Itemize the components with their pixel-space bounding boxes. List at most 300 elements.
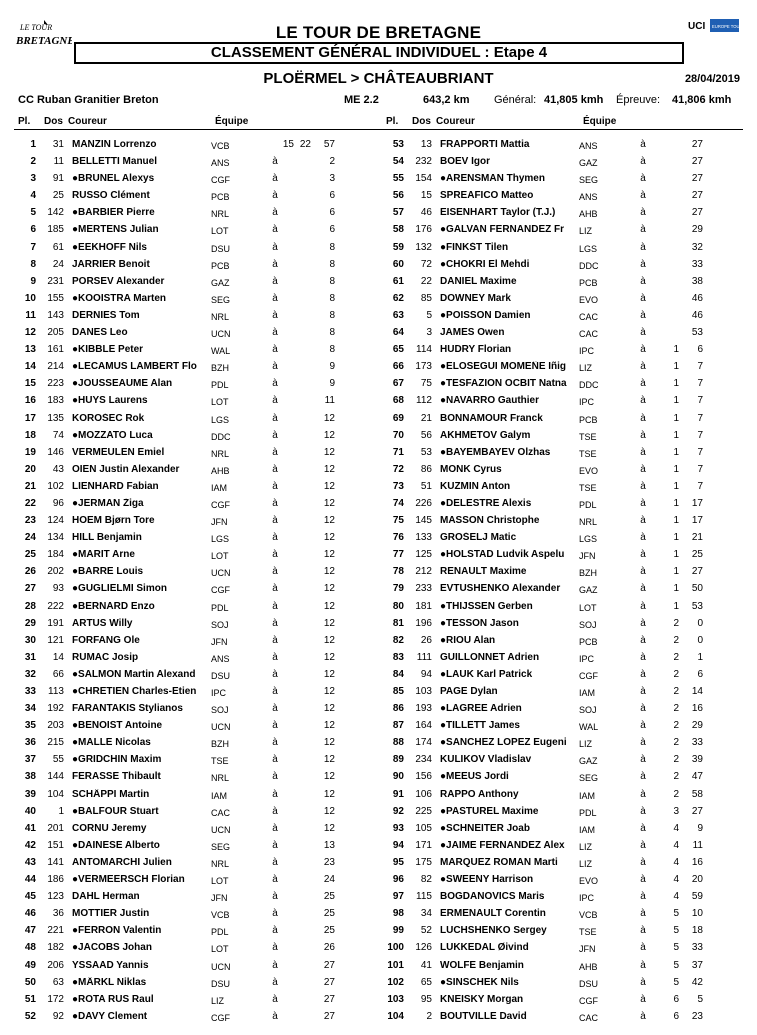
- time-seconds: 5: [697, 993, 703, 1005]
- table-row: [14, 171, 384, 188]
- time-seconds: 27: [323, 1010, 335, 1022]
- time-seconds: 12: [323, 805, 335, 817]
- rider-name: ●KOOISTRA Marten: [72, 292, 167, 304]
- time-minutes: 5: [673, 908, 679, 920]
- rider-rank: 2: [30, 156, 36, 168]
- rider-team: IPC: [579, 346, 595, 357]
- time-seconds: 12: [323, 497, 335, 509]
- rider-bib: 182: [47, 942, 64, 954]
- time-seconds: 12: [323, 754, 335, 766]
- uci-text: UCI: [688, 21, 706, 32]
- rider-rank: 52: [24, 1010, 36, 1022]
- rider-bib: 156: [415, 771, 432, 783]
- rider-bib: 115: [416, 891, 432, 903]
- time-seconds: 12: [323, 703, 335, 715]
- table-row: [14, 633, 384, 650]
- rider-name: ●THIJSSEN Gerben: [440, 600, 533, 612]
- standings-column-left: [14, 137, 384, 1026]
- time-minutes: 4: [673, 822, 679, 834]
- header-divider: [14, 129, 743, 130]
- rider-bib: 25: [52, 190, 64, 202]
- rider-team: LIZ: [579, 226, 593, 237]
- time-seconds: 7: [697, 361, 703, 373]
- time-gap-prefix: à: [640, 549, 646, 561]
- rider-rank: 40: [24, 805, 36, 817]
- time-gap-prefix: à: [640, 497, 646, 509]
- time-gap-prefix: à: [272, 583, 278, 595]
- rider-team: SEG: [211, 294, 231, 305]
- rider-rank: 11: [25, 309, 36, 321]
- rider-rank: 55: [392, 173, 404, 185]
- time-gap-prefix: à: [640, 1010, 646, 1022]
- rider-rank: 33: [24, 686, 36, 697]
- time-seconds: 32: [691, 241, 703, 253]
- time-gap-prefix: à: [272, 395, 278, 407]
- table-row: [14, 787, 384, 804]
- time-seconds: 8: [329, 241, 335, 253]
- rider-bib: 13: [420, 139, 432, 150]
- rider-rank: 72: [392, 463, 404, 475]
- rider-team: IAM: [579, 688, 596, 698]
- rider-bib: 176: [415, 224, 432, 236]
- rider-bib: 155: [47, 292, 64, 304]
- table-row: [14, 821, 384, 838]
- time-seconds: 27: [691, 190, 703, 202]
- rider-team: GAZ: [579, 756, 598, 767]
- rider-name: EISENHART Taylor (T.J.): [440, 207, 556, 219]
- table-row: [14, 667, 384, 684]
- time-seconds: 29: [691, 720, 703, 732]
- time-gap-prefix: à: [272, 754, 278, 766]
- rider-team: IAM: [579, 824, 596, 835]
- rider-name: ●JAIME FERNANDEZ Alex: [440, 839, 565, 851]
- rider-name: ●TESSON Jason: [440, 617, 519, 629]
- rider-team: GAZ: [211, 277, 230, 288]
- rider-rank: 35: [24, 720, 36, 732]
- rider-bib: 1: [58, 805, 64, 817]
- time-minutes: 4: [673, 891, 679, 903]
- rider-name: KOROŠEC Rok: [72, 412, 145, 424]
- time-minutes: 6: [673, 993, 679, 1005]
- time-seconds: 33: [691, 737, 703, 749]
- time-seconds: 0: [697, 634, 703, 646]
- time-minutes: 2: [673, 651, 679, 663]
- table-row: [382, 633, 752, 650]
- rider-name: SPREAFICO Matteo: [440, 190, 534, 202]
- rider-team: DDC: [211, 431, 231, 442]
- time-gap-prefix: à: [640, 463, 646, 475]
- rider-rank: 71: [392, 446, 404, 458]
- table-row: [14, 479, 384, 496]
- rider-bib: 143: [47, 309, 64, 321]
- rider-team: LGS: [211, 414, 230, 425]
- table-row: [382, 462, 752, 479]
- time-gap-prefix: à: [640, 139, 646, 150]
- rider-name: ●RIOU Alan: [440, 634, 496, 646]
- rider-team: WAL: [211, 346, 231, 357]
- rider-team: SEG: [211, 841, 231, 852]
- table-row: [14, 445, 384, 462]
- rider-bib: 102: [47, 480, 64, 492]
- rider-rank: 12: [24, 327, 36, 339]
- rider-bib: 232: [415, 156, 432, 168]
- time-gap-prefix: à: [640, 275, 646, 287]
- table-row: [382, 992, 752, 1009]
- table-row: [14, 496, 384, 513]
- time-seconds: 47: [691, 771, 703, 783]
- header-pl: Pl.: [18, 116, 31, 127]
- time-seconds: 39: [691, 754, 703, 766]
- rider-bib: 114: [416, 344, 432, 356]
- rider-rank: 103: [387, 993, 404, 1005]
- time-seconds: 25: [691, 549, 703, 561]
- rider-bib: 226: [415, 497, 432, 509]
- time-seconds: 7: [697, 429, 703, 441]
- rider-bib: 234: [415, 754, 432, 766]
- rider-team: JFN: [211, 636, 228, 647]
- rider-team: PDL: [579, 499, 597, 510]
- rider-name: ●JOUSSEAUME Alan: [72, 378, 173, 390]
- rider-rank: 15: [24, 378, 36, 390]
- rider-name: ●CHOKRI El Mehdi: [440, 258, 530, 270]
- rider-name: ●PASTUREL Maxime: [440, 805, 539, 817]
- table-row: [14, 137, 384, 154]
- table-row: [382, 940, 752, 957]
- table-row: [14, 889, 384, 906]
- rider-bib: 233: [415, 583, 432, 595]
- rider-rank: 19: [24, 446, 36, 458]
- table-row: [382, 599, 752, 616]
- rider-rank: 30: [24, 634, 36, 646]
- time-seconds: 27: [691, 173, 703, 185]
- table-row: [14, 291, 384, 308]
- time-seconds: 12: [323, 737, 335, 749]
- rider-team: IPC: [579, 893, 595, 904]
- rider-team: PCB: [211, 192, 230, 203]
- rider-name: HILL Benjamin: [72, 532, 142, 544]
- time-gap-prefix: à: [272, 703, 278, 715]
- rider-team: DSU: [211, 670, 231, 681]
- table-row: [14, 838, 384, 855]
- table-row: [14, 462, 384, 479]
- time-gap-prefix: à: [272, 651, 278, 663]
- rider-team: LIZ: [579, 739, 593, 750]
- rider-bib: 173: [415, 361, 432, 373]
- rider-name: ●MARIT Arne: [72, 549, 135, 561]
- time-seconds: 37: [691, 959, 703, 971]
- rider-name: VERMEULEN Emiel: [72, 446, 165, 458]
- rider-rank: 60: [392, 258, 404, 270]
- table-row: [382, 154, 752, 171]
- time-seconds: 7: [697, 480, 703, 492]
- time-gap-prefix: à: [640, 737, 646, 749]
- table-row: [14, 308, 384, 325]
- time-seconds: 20: [691, 874, 703, 886]
- rider-name: LIENHARD Fabian: [72, 480, 159, 492]
- time-minutes: 5: [673, 959, 679, 971]
- time-gap-prefix: à: [272, 327, 278, 339]
- time-seconds: 25: [323, 891, 335, 903]
- rider-rank: 50: [24, 976, 36, 988]
- time-gap-prefix: à: [640, 771, 646, 783]
- time-gap-prefix: à: [272, 258, 278, 270]
- time-gap-prefix: à: [272, 891, 278, 903]
- rider-bib: 172: [47, 993, 64, 1005]
- time-gap-prefix: à: [272, 771, 278, 783]
- rider-rank: 91: [392, 788, 404, 800]
- time-seconds: 16: [691, 703, 703, 715]
- time-minutes: 2: [673, 634, 679, 646]
- rider-name: ●DELESTRE Alexis: [440, 497, 532, 509]
- rider-bib: 181: [415, 600, 432, 612]
- rider-name: ●BAYEMBAYEV Olzhas: [440, 446, 551, 458]
- rider-team: EVO: [579, 876, 599, 887]
- rider-team: CAC: [211, 807, 231, 818]
- rider-team: CAC: [579, 1012, 599, 1023]
- rider-team: LIZ: [211, 995, 225, 1006]
- rider-bib: 133: [415, 532, 432, 544]
- rider-rank: 67: [392, 378, 404, 390]
- table-row: [382, 188, 752, 205]
- time-gap-prefix: à: [640, 156, 646, 168]
- rider-team: IAM: [579, 790, 596, 801]
- rider-bib: 15: [420, 190, 432, 202]
- rider-team: TSE: [211, 756, 229, 767]
- time-seconds: 27: [691, 566, 703, 578]
- time-seconds: 11: [324, 395, 335, 407]
- time-seconds: 23: [691, 1010, 703, 1022]
- rider-bib: 134: [47, 532, 64, 544]
- time-minutes: 2: [673, 788, 679, 800]
- rider-bib: 24: [52, 258, 64, 270]
- time-seconds: 38: [691, 275, 703, 287]
- time-gap-prefix: à: [640, 361, 646, 373]
- time-minutes: 1: [673, 344, 679, 356]
- time-gap-prefix: à: [272, 925, 278, 937]
- rider-name: FERASSE Thibault: [72, 771, 161, 783]
- rider-team: CGF: [579, 995, 598, 1006]
- rider-rank: 98: [392, 908, 404, 920]
- rider-team: PDL: [211, 380, 229, 391]
- rider-name: ERMENAULT Corentin: [440, 908, 546, 920]
- table-row: [382, 906, 752, 923]
- time-seconds: 8: [329, 344, 335, 356]
- rider-name: ●VERMEERSCH Florian: [72, 874, 185, 886]
- rider-bib: 146: [47, 446, 64, 458]
- table-row: [382, 393, 752, 410]
- rider-rank: 6: [30, 224, 36, 236]
- rider-rank: 39: [24, 788, 36, 800]
- rider-team: CAC: [579, 311, 599, 322]
- time-minutes: 2: [673, 720, 679, 732]
- rider-bib: 212: [415, 566, 432, 578]
- rider-name: ●HOLSTAD Ludvik Aspelu: [440, 549, 565, 561]
- table-row: [14, 599, 384, 616]
- table-row: [382, 769, 752, 786]
- table-row: [14, 154, 384, 171]
- time-seconds: 27: [323, 993, 335, 1005]
- time-minutes: 2: [673, 771, 679, 783]
- table-row: [382, 804, 752, 821]
- table-row: [382, 342, 752, 359]
- rider-team: CGF: [211, 585, 230, 596]
- table-row: [14, 940, 384, 957]
- time-gap-prefix: à: [640, 839, 646, 851]
- rider-name: RENAULT Maxime: [440, 566, 527, 578]
- rider-name: ●BARRE Louis: [72, 566, 144, 578]
- rider-rank: 102: [387, 976, 404, 988]
- rider-name: HOEM Bjørn Tore: [72, 515, 155, 527]
- time-seconds: 7: [697, 463, 703, 475]
- time-gap-prefix: à: [640, 429, 646, 441]
- rider-name: MASSON Christophe: [440, 515, 540, 527]
- rider-name: DOWNEY Mark: [440, 292, 511, 304]
- rider-rank: 61: [392, 275, 404, 287]
- table-row: [14, 547, 384, 564]
- time-seconds: 12: [323, 446, 335, 458]
- time-gap-prefix: à: [640, 754, 646, 766]
- rider-name: BONNAMOUR Franck: [440, 412, 543, 424]
- rider-bib: 14: [52, 651, 64, 663]
- rider-name: ●FERRON Valentin: [72, 925, 162, 937]
- time-seconds: 12: [323, 480, 335, 492]
- rider-name: OIEN Justin Alexander: [72, 463, 180, 475]
- time-seconds: 12: [323, 412, 335, 424]
- rider-bib: 161: [47, 344, 64, 356]
- rider-bib: 103: [415, 686, 432, 697]
- time-gap-prefix: à: [272, 463, 278, 475]
- rider-bib: 46: [420, 207, 432, 219]
- time-minutes: 2: [673, 668, 679, 680]
- rider-name: ●CHRETIEN Charles-Etien: [72, 686, 197, 697]
- table-row: [382, 479, 752, 496]
- time-gap-prefix: à: [272, 839, 278, 851]
- rider-team: LIZ: [579, 858, 593, 869]
- rider-name: ●HUYS Laurens: [72, 395, 148, 407]
- rider-name: BOUTVILLE David: [440, 1010, 527, 1022]
- time-gap-prefix: à: [640, 891, 646, 903]
- rider-bib: 186: [47, 874, 64, 886]
- time-minutes: 1: [673, 378, 679, 390]
- rider-team: CGF: [579, 670, 598, 681]
- table-row: [382, 222, 752, 239]
- rider-name: KUZMIN Anton: [440, 480, 511, 492]
- rider-name: EVTUSHENKO Alexander: [440, 583, 561, 595]
- rider-rank: 87: [392, 720, 404, 732]
- time-gap-prefix: à: [272, 566, 278, 578]
- time-seconds: 2: [329, 156, 335, 168]
- table-row: [14, 581, 384, 598]
- time-seconds: 27: [691, 207, 703, 219]
- rider-name: PAGE Dylan: [440, 686, 498, 697]
- rider-name: DAHL Herman: [72, 891, 140, 903]
- total-distance: 643,2 km: [423, 94, 470, 106]
- time-gap-prefix: à: [640, 207, 646, 219]
- time-minutes: 22: [299, 139, 311, 150]
- rider-rank: 84: [392, 668, 404, 680]
- table-row: [382, 872, 752, 889]
- rider-bib: 201: [47, 822, 64, 834]
- time-minutes: 1: [673, 446, 679, 458]
- time-seconds: 14: [691, 686, 703, 697]
- rider-bib: 93: [52, 583, 64, 595]
- time-gap-prefix: à: [640, 856, 646, 868]
- time-seconds: 23: [323, 856, 335, 868]
- time-gap-prefix: à: [272, 788, 278, 800]
- time-seconds: 12: [323, 566, 335, 578]
- race-date: 28/04/2019: [684, 73, 740, 85]
- time-gap-prefix: à: [272, 942, 278, 954]
- time-gap-prefix: à: [640, 446, 646, 458]
- table-row: [382, 958, 752, 975]
- rider-team: ANS: [579, 192, 598, 203]
- time-gap-prefix: à: [272, 634, 278, 646]
- rider-name: ●MERTENS Julian: [72, 224, 159, 236]
- header-coureur: Coureur: [68, 116, 107, 127]
- table-row: [382, 325, 752, 342]
- rider-rank: 22: [24, 497, 36, 509]
- time-gap-prefix: à: [272, 720, 278, 732]
- table-row: [382, 411, 752, 428]
- rider-name: ●BARBIER Pierre: [72, 207, 155, 219]
- rider-team: TSE: [579, 927, 597, 938]
- rider-name: AKHMETOV Galym: [440, 429, 531, 441]
- table-row: [382, 855, 752, 872]
- epreuve-speed: 41,806 kmh: [672, 94, 732, 106]
- table-row: [14, 240, 384, 257]
- rider-name: ●ELOSEGUI MOMEÑE Iñig: [440, 361, 567, 373]
- time-gap-prefix: à: [640, 190, 646, 202]
- rider-bib: 34: [420, 908, 432, 920]
- table-row: [382, 752, 752, 769]
- rider-team: CGF: [211, 499, 230, 510]
- time-seconds: 6: [697, 668, 703, 680]
- rider-bib: 191: [47, 617, 64, 629]
- time-gap-prefix: à: [640, 993, 646, 1005]
- rider-name: ●BRUNEL Alexys: [72, 173, 155, 185]
- rider-rank: 17: [24, 412, 36, 424]
- time-seconds: 9: [329, 361, 335, 373]
- rider-rank: 59: [392, 241, 404, 253]
- rider-name: MANZIN Lorrenzo: [72, 139, 157, 150]
- time-seconds: 6: [329, 190, 335, 202]
- table-row: [14, 650, 384, 667]
- rider-bib: 86: [420, 463, 432, 475]
- rider-team: AHB: [579, 961, 598, 972]
- rider-rank: 47: [24, 925, 36, 937]
- time-gap-prefix: à: [272, 309, 278, 321]
- time-seconds: 33: [691, 942, 703, 954]
- time-gap-prefix: à: [640, 224, 646, 236]
- rider-team: JFN: [211, 517, 228, 528]
- rider-rank: 51: [24, 993, 36, 1005]
- time-gap-prefix: à: [640, 959, 646, 971]
- table-row: [14, 804, 384, 821]
- time-gap-prefix: à: [272, 412, 278, 424]
- rider-name: ●JERMAN Žiga: [72, 497, 144, 509]
- rider-team: ANS: [579, 141, 598, 151]
- rider-team: GAZ: [579, 585, 598, 596]
- rider-name: DERNIES Tom: [72, 309, 140, 321]
- rider-bib: 124: [47, 515, 64, 527]
- rider-bib: 104: [47, 788, 64, 800]
- rider-bib: 175: [415, 856, 432, 868]
- time-seconds: 8: [329, 309, 335, 321]
- rider-rank: 48: [24, 942, 36, 954]
- rider-team: PCB: [579, 636, 598, 647]
- time-seconds: 12: [323, 463, 335, 475]
- rider-rank: 69: [392, 412, 404, 424]
